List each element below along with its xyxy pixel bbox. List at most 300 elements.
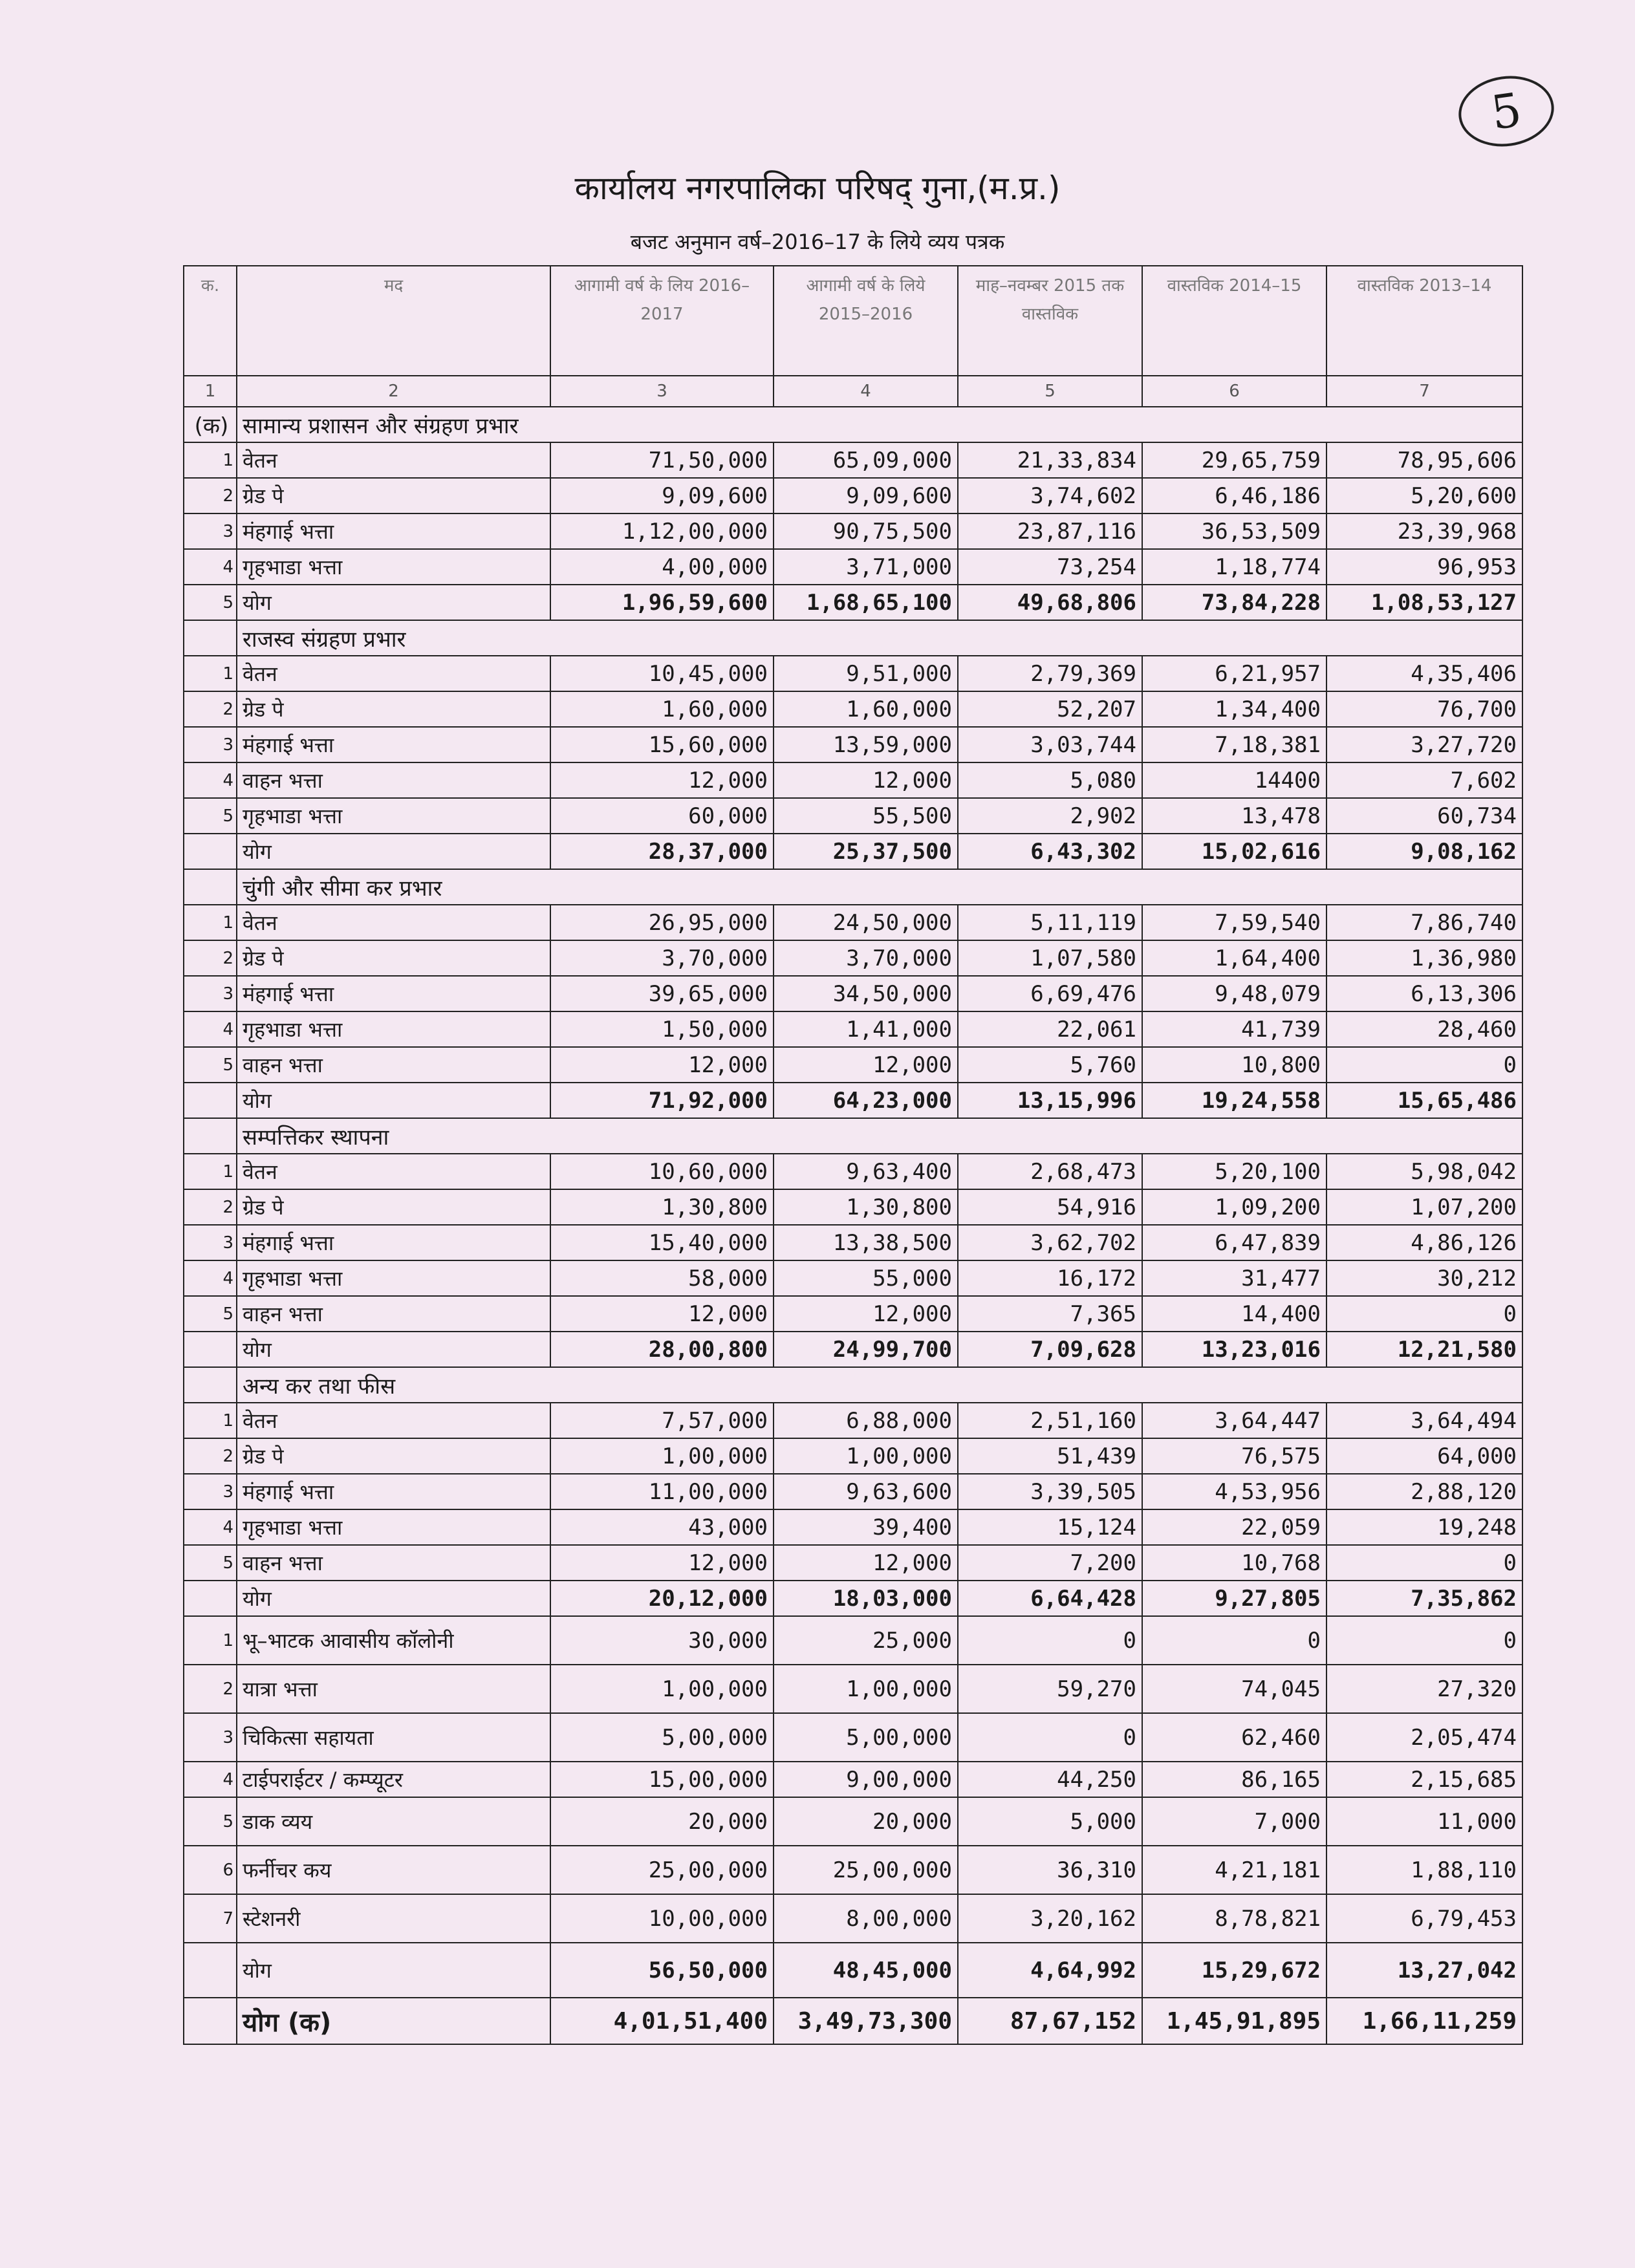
section-heading-row — [184, 869, 1522, 905]
row-number: 1 — [184, 656, 237, 691]
cell-value: 2,51,160 — [958, 1403, 1142, 1438]
section-marker — [184, 1367, 237, 1403]
cell-value: 6,43,302 — [958, 834, 1142, 869]
table-row — [184, 1616, 1522, 1665]
cell-value: 5,760 — [958, 1047, 1142, 1083]
cell-value: 10,45,000 — [550, 656, 774, 691]
cell-value: 13,23,016 — [1142, 1332, 1326, 1367]
cell-value: 25,37,500 — [774, 834, 958, 869]
row-number: 1 — [184, 905, 237, 940]
col-header-2016-17: आगामी वर्ष के लिय 2016–2017 — [550, 266, 774, 376]
cell-value: 0 — [1326, 1296, 1522, 1332]
row-number: 2 — [184, 478, 237, 513]
cell-value: 3,71,000 — [774, 549, 958, 585]
cell-value: 74,045 — [1142, 1665, 1326, 1713]
cell-value: 6,69,476 — [958, 976, 1142, 1011]
row-item: मंहगाई भत्ता — [237, 976, 550, 1011]
cell-value: 55,500 — [774, 798, 958, 834]
cell-value: 6,79,453 — [1326, 1894, 1522, 1943]
row-number: 4 — [184, 1509, 237, 1545]
cell-value: 2,902 — [958, 798, 1142, 834]
cell-value: 13,59,000 — [774, 727, 958, 762]
cell-value: 10,800 — [1142, 1047, 1326, 1083]
cell-value: 7,86,740 — [1326, 905, 1522, 940]
cell-value: 1,41,000 — [774, 1011, 958, 1047]
cell-value: 15,65,486 — [1326, 1083, 1522, 1118]
table-row — [184, 1797, 1522, 1846]
row-item: वेतन — [237, 1154, 550, 1189]
table-row — [184, 1474, 1522, 1509]
cell-value: 2,05,474 — [1326, 1713, 1522, 1762]
cell-value: 0 — [958, 1713, 1142, 1762]
table-row — [184, 442, 1522, 478]
cell-value: 64,000 — [1326, 1438, 1522, 1474]
cell-value: 1,45,91,895 — [1142, 1998, 1326, 2044]
cell-value: 1,07,200 — [1326, 1189, 1522, 1225]
row-item: ग्रेड पे — [237, 1438, 550, 1474]
cell-value: 15,29,672 — [1142, 1943, 1326, 1998]
cell-value: 4,21,181 — [1142, 1846, 1326, 1894]
row-number: 3 — [184, 727, 237, 762]
cell-value: 55,000 — [774, 1260, 958, 1296]
cell-value: 7,35,862 — [1326, 1581, 1522, 1616]
cell-value: 3,74,602 — [958, 478, 1142, 513]
row-number: 4 — [184, 1762, 237, 1797]
subtotal-row — [184, 1083, 1522, 1118]
table-row — [184, 1846, 1522, 1894]
cell-value: 58,000 — [550, 1260, 774, 1296]
row-number: 2 — [184, 1665, 237, 1713]
row-item: फर्नीचर कय — [237, 1846, 550, 1894]
col-number: 4 — [774, 376, 958, 407]
cell-value: 12,000 — [774, 762, 958, 798]
cell-value: 4,00,000 — [550, 549, 774, 585]
row-item: योग — [237, 585, 550, 620]
row-item: योग — [237, 834, 550, 869]
cell-value: 15,02,616 — [1142, 834, 1326, 869]
row-number: 4 — [184, 762, 237, 798]
cell-value: 76,700 — [1326, 691, 1522, 727]
table-row — [184, 585, 1522, 620]
row-item: डाक व्यय — [237, 1797, 550, 1846]
cell-value: 73,84,228 — [1142, 585, 1326, 620]
col-header-actual-2013-14: वास्तविक 2013–14 — [1326, 266, 1522, 376]
cell-value: 36,53,509 — [1142, 513, 1326, 549]
cell-value: 1,60,000 — [774, 691, 958, 727]
row-item: गृहभाडा भत्ता — [237, 549, 550, 585]
cell-value: 7,200 — [958, 1545, 1142, 1581]
section-title: सम्पत्तिकर स्थापना — [237, 1118, 1522, 1154]
cell-value: 5,98,042 — [1326, 1154, 1522, 1189]
cell-value: 1,96,59,600 — [550, 585, 774, 620]
subtotal-row — [184, 1581, 1522, 1616]
row-item: स्टेशनरी — [237, 1894, 550, 1943]
cell-value: 22,059 — [1142, 1509, 1326, 1545]
cell-value: 1,00,000 — [774, 1665, 958, 1713]
cell-value: 1,12,00,000 — [550, 513, 774, 549]
office-title: कार्यालय नगरपालिका परिषद् गुना,(म.प्र.) — [574, 169, 1061, 207]
cell-value: 15,124 — [958, 1509, 1142, 1545]
cell-value: 90,75,500 — [774, 513, 958, 549]
cell-value: 21,33,834 — [958, 442, 1142, 478]
row-number: 2 — [184, 940, 237, 976]
cell-value: 31,477 — [1142, 1260, 1326, 1296]
row-item: वाहन भत्ता — [237, 762, 550, 798]
budget-subtitle: बजट अनुमान वर्ष–2016–17 के लिये व्यय पत्रक — [630, 230, 1005, 254]
cell-value: 28,00,800 — [550, 1332, 774, 1367]
cell-value: 25,000 — [774, 1616, 958, 1665]
grand-total-row — [184, 1998, 1522, 2044]
table-row — [184, 1047, 1522, 1083]
row-number — [184, 1083, 237, 1118]
cell-value: 6,21,957 — [1142, 656, 1326, 691]
cell-value: 96,953 — [1326, 549, 1522, 585]
row-item: योग — [237, 1332, 550, 1367]
cell-value: 71,50,000 — [550, 442, 774, 478]
cell-value: 12,000 — [550, 1047, 774, 1083]
cell-value: 1,00,000 — [774, 1438, 958, 1474]
cell-value: 60,734 — [1326, 798, 1522, 834]
cell-value: 30,212 — [1326, 1260, 1522, 1296]
cell-value: 13,38,500 — [774, 1225, 958, 1260]
col-header-sno: क. — [184, 266, 237, 376]
cell-value: 12,000 — [550, 762, 774, 798]
row-number: 5 — [184, 1047, 237, 1083]
cell-value: 23,39,968 — [1326, 513, 1522, 549]
col-number: 6 — [1142, 376, 1326, 407]
cell-value: 20,000 — [774, 1797, 958, 1846]
cell-value: 9,00,000 — [774, 1762, 958, 1797]
table-row — [184, 1762, 1522, 1797]
cell-value: 6,64,428 — [958, 1581, 1142, 1616]
section-marker: (क) — [184, 407, 237, 442]
table-row — [184, 762, 1522, 798]
cell-value: 7,59,540 — [1142, 905, 1326, 940]
cell-value: 7,000 — [1142, 1797, 1326, 1846]
cell-value: 8,78,821 — [1142, 1894, 1326, 1943]
col-header-item: मद — [237, 266, 550, 376]
row-item: गृहभाडा भत्ता — [237, 1509, 550, 1545]
table-row — [184, 549, 1522, 585]
row-number: 1 — [184, 1154, 237, 1189]
cell-value: 0 — [958, 1616, 1142, 1665]
cell-value: 11,000 — [1326, 1797, 1522, 1846]
section-heading-row — [184, 407, 1522, 442]
table-row — [184, 1509, 1522, 1545]
table-row — [184, 905, 1522, 940]
cell-value: 4,01,51,400 — [550, 1998, 774, 2044]
cell-value: 0 — [1326, 1047, 1522, 1083]
cell-value: 2,88,120 — [1326, 1474, 1522, 1509]
cell-value: 7,365 — [958, 1296, 1142, 1332]
row-item: योग — [237, 1581, 550, 1616]
section-marker — [184, 869, 237, 905]
row-item: ग्रेड पे — [237, 940, 550, 976]
row-number: 3 — [184, 1225, 237, 1260]
col-header-actual-2014-15: वास्तविक 2014–15 — [1142, 266, 1326, 376]
cell-value: 1,88,110 — [1326, 1846, 1522, 1894]
cell-value: 0 — [1326, 1616, 1522, 1665]
cell-value: 71,92,000 — [550, 1083, 774, 1118]
cell-value: 9,63,600 — [774, 1474, 958, 1509]
row-item: वेतन — [237, 905, 550, 940]
cell-value: 20,000 — [550, 1797, 774, 1846]
row-number: 4 — [184, 1260, 237, 1296]
cell-value: 64,23,000 — [774, 1083, 958, 1118]
cell-value: 59,270 — [958, 1665, 1142, 1713]
cell-value: 24,50,000 — [774, 905, 958, 940]
row-item: वेतन — [237, 1403, 550, 1438]
row-number: 3 — [184, 513, 237, 549]
row-number — [184, 834, 237, 869]
cell-value: 1,00,000 — [550, 1665, 774, 1713]
cell-value: 1,50,000 — [550, 1011, 774, 1047]
cell-value: 1,30,800 — [774, 1189, 958, 1225]
cell-value: 27,320 — [1326, 1665, 1522, 1713]
cell-value: 3,70,000 — [550, 940, 774, 976]
row-item: मंहगाई भत्ता — [237, 1474, 550, 1509]
cell-value: 20,12,000 — [550, 1581, 774, 1616]
cell-value: 9,09,600 — [550, 478, 774, 513]
cell-value: 19,248 — [1326, 1509, 1522, 1545]
row-number: 2 — [184, 691, 237, 727]
cell-value: 60,000 — [550, 798, 774, 834]
cell-value: 9,08,162 — [1326, 834, 1522, 869]
row-number: 3 — [184, 976, 237, 1011]
cell-value: 48,45,000 — [774, 1943, 958, 1998]
row-item: ग्रेड पे — [237, 1189, 550, 1225]
table-row — [184, 1713, 1522, 1762]
cell-value: 5,000 — [958, 1797, 1142, 1846]
cell-value: 3,39,505 — [958, 1474, 1142, 1509]
row-number: 5 — [184, 798, 237, 834]
cell-value: 8,00,000 — [774, 1894, 958, 1943]
table-row — [184, 513, 1522, 549]
row-item: वेतन — [237, 656, 550, 691]
row-number: 5 — [184, 1545, 237, 1581]
row-item: योग — [237, 1943, 550, 1998]
cell-value: 28,37,000 — [550, 834, 774, 869]
cell-value: 1,66,11,259 — [1326, 1998, 1522, 2044]
cell-value: 1,64,400 — [1142, 940, 1326, 976]
cell-value: 0 — [1326, 1545, 1522, 1581]
row-number: 3 — [184, 1713, 237, 1762]
cell-value: 3,64,494 — [1326, 1403, 1522, 1438]
row-item: मंहगाई भत्ता — [237, 727, 550, 762]
section-heading-row — [184, 1118, 1522, 1154]
cell-value: 26,95,000 — [550, 905, 774, 940]
row-item: गृहभाडा भत्ता — [237, 1260, 550, 1296]
table-row — [184, 1225, 1522, 1260]
cell-value: 52,207 — [958, 691, 1142, 727]
cell-value: 65,09,000 — [774, 442, 958, 478]
cell-value: 19,24,558 — [1142, 1083, 1326, 1118]
row-item: भू–भाटक आवासीय कॉलोनी — [237, 1616, 550, 1665]
cell-value: 3,70,000 — [774, 940, 958, 976]
row-item: मंहगाई भत्ता — [237, 1225, 550, 1260]
row-number: 1 — [184, 1616, 237, 1665]
cell-value: 43,000 — [550, 1509, 774, 1545]
cell-value: 3,64,447 — [1142, 1403, 1326, 1438]
cell-value: 1,34,400 — [1142, 691, 1326, 727]
row-number: 2 — [184, 1438, 237, 1474]
table-row — [184, 1189, 1522, 1225]
cell-value: 1,08,53,127 — [1326, 585, 1522, 620]
table-row — [184, 1296, 1522, 1332]
row-number — [184, 1943, 237, 1998]
cell-value: 18,03,000 — [774, 1581, 958, 1616]
cell-value: 5,080 — [958, 762, 1142, 798]
section-heading-row — [184, 1367, 1522, 1403]
row-item: मंहगाई भत्ता — [237, 513, 550, 549]
row-item: टाईपराईटर / कम्प्यूटर — [237, 1762, 550, 1797]
cell-value: 10,768 — [1142, 1545, 1326, 1581]
cell-value: 1,09,200 — [1142, 1189, 1326, 1225]
row-item: वेतन — [237, 442, 550, 478]
cell-value: 1,36,980 — [1326, 940, 1522, 976]
cell-value: 4,53,956 — [1142, 1474, 1326, 1509]
cell-value: 9,63,400 — [774, 1154, 958, 1189]
row-number: 7 — [184, 1894, 237, 1943]
table-row — [184, 1011, 1522, 1047]
cell-value: 78,95,606 — [1326, 442, 1522, 478]
table-row — [184, 1545, 1522, 1581]
cell-value: 12,000 — [774, 1545, 958, 1581]
cell-value: 9,09,600 — [774, 478, 958, 513]
cell-value: 1,07,580 — [958, 940, 1142, 976]
row-item: वाहन भत्ता — [237, 1545, 550, 1581]
col-number: 7 — [1326, 376, 1522, 407]
col-header-2015-16: आगामी वर्ष के लिये 2015–2016 — [774, 266, 958, 376]
subtotal-row — [184, 1943, 1522, 1998]
table-row — [184, 656, 1522, 691]
section-title: राजस्व संग्रहण प्रभार — [237, 620, 1522, 656]
cell-value: 1,30,800 — [550, 1189, 774, 1225]
row-item: यात्रा भत्ता — [237, 1665, 550, 1713]
cell-value: 5,11,119 — [958, 905, 1142, 940]
col-number: 2 — [237, 376, 550, 407]
cell-value: 12,21,580 — [1326, 1332, 1522, 1367]
cell-value: 14400 — [1142, 762, 1326, 798]
cell-value: 13,15,996 — [958, 1083, 1142, 1118]
col-number: 5 — [958, 376, 1142, 407]
cell-value: 56,50,000 — [550, 1943, 774, 1998]
row-number: 2 — [184, 1189, 237, 1225]
section-heading-row — [184, 620, 1522, 656]
col-number: 3 — [550, 376, 774, 407]
cell-value: 86,165 — [1142, 1762, 1326, 1797]
cell-value: 3,20,162 — [958, 1894, 1142, 1943]
cell-value: 3,03,744 — [958, 727, 1142, 762]
row-item: योग — [237, 1083, 550, 1118]
cell-value: 2,68,473 — [958, 1154, 1142, 1189]
cell-value: 6,88,000 — [774, 1403, 958, 1438]
row-number: 5 — [184, 1797, 237, 1846]
cell-value: 73,254 — [958, 549, 1142, 585]
row-item: गृहभाडा भत्ता — [237, 1011, 550, 1047]
table-row — [184, 1665, 1522, 1713]
cell-value: 62,460 — [1142, 1713, 1326, 1762]
cell-value: 39,400 — [774, 1509, 958, 1545]
cell-value: 4,86,126 — [1326, 1225, 1522, 1260]
grand-total-label: योग (क) — [237, 1998, 550, 2044]
cell-value: 3,27,720 — [1326, 727, 1522, 762]
section-marker — [184, 620, 237, 656]
table-row — [184, 1154, 1522, 1189]
cell-value: 39,65,000 — [550, 976, 774, 1011]
cell-value: 7,602 — [1326, 762, 1522, 798]
table-row — [184, 976, 1522, 1011]
cell-value: 54,916 — [958, 1189, 1142, 1225]
cell-value: 51,439 — [958, 1438, 1142, 1474]
cell-value: 15,60,000 — [550, 727, 774, 762]
cell-value: 12,000 — [774, 1047, 958, 1083]
cell-value: 12,000 — [774, 1296, 958, 1332]
cell-value: 3,49,73,300 — [774, 1998, 958, 2044]
cell-value: 10,00,000 — [550, 1894, 774, 1943]
cell-value: 44,250 — [958, 1762, 1142, 1797]
cell-value: 1,68,65,100 — [774, 585, 958, 620]
cell-value: 6,13,306 — [1326, 976, 1522, 1011]
row-item: वाहन भत्ता — [237, 1047, 550, 1083]
cell-value: 6,46,186 — [1142, 478, 1326, 513]
cell-value: 1,00,000 — [550, 1438, 774, 1474]
table-row — [184, 940, 1522, 976]
row-number: 5 — [184, 585, 237, 620]
row-number: 1 — [184, 1403, 237, 1438]
row-item: गृहभाडा भत्ता — [237, 798, 550, 834]
row-number: 4 — [184, 549, 237, 585]
row-number: 1 — [184, 442, 237, 478]
row-item: वाहन भत्ता — [237, 1296, 550, 1332]
cell-value: 25,00,000 — [774, 1846, 958, 1894]
cell-value: 1,18,774 — [1142, 549, 1326, 585]
cell-value: 87,67,152 — [958, 1998, 1142, 2044]
cell-value: 12,000 — [550, 1296, 774, 1332]
cell-value: 36,310 — [958, 1846, 1142, 1894]
cell-value: 13,27,042 — [1326, 1943, 1522, 1998]
row-item: ग्रेड पे — [237, 691, 550, 727]
table-row — [184, 1403, 1522, 1438]
page-number: 5 — [1454, 70, 1559, 153]
cell-value: 12,000 — [550, 1545, 774, 1581]
cell-value: 49,68,806 — [958, 585, 1142, 620]
cell-value: 24,99,700 — [774, 1332, 958, 1367]
row-number: 4 — [184, 1011, 237, 1047]
cell-value: 6,47,839 — [1142, 1225, 1326, 1260]
cell-value: 16,172 — [958, 1260, 1142, 1296]
cell-value: 5,00,000 — [550, 1713, 774, 1762]
cell-value: 11,00,000 — [550, 1474, 774, 1509]
cell-value: 9,27,805 — [1142, 1581, 1326, 1616]
cell-value: 7,09,628 — [958, 1332, 1142, 1367]
row-number: 5 — [184, 1296, 237, 1332]
cell-value: 29,65,759 — [1142, 442, 1326, 478]
cell-value: 28,460 — [1326, 1011, 1522, 1047]
cell-value: 7,18,381 — [1142, 727, 1326, 762]
cell-value: 2,79,369 — [958, 656, 1142, 691]
cell-value: 3,62,702 — [958, 1225, 1142, 1260]
cell-value: 25,00,000 — [550, 1846, 774, 1894]
cell-value: 22,061 — [958, 1011, 1142, 1047]
row-item: ग्रेड पे — [237, 478, 550, 513]
cell-value: 41,739 — [1142, 1011, 1326, 1047]
section-title: सामान्य प्रशासन और संग्रहण प्रभार — [237, 407, 1522, 442]
section-marker — [184, 1118, 237, 1154]
cell-value: 10,60,000 — [550, 1154, 774, 1189]
cell-value: 13,478 — [1142, 798, 1326, 834]
cell-value: 5,20,100 — [1142, 1154, 1326, 1189]
